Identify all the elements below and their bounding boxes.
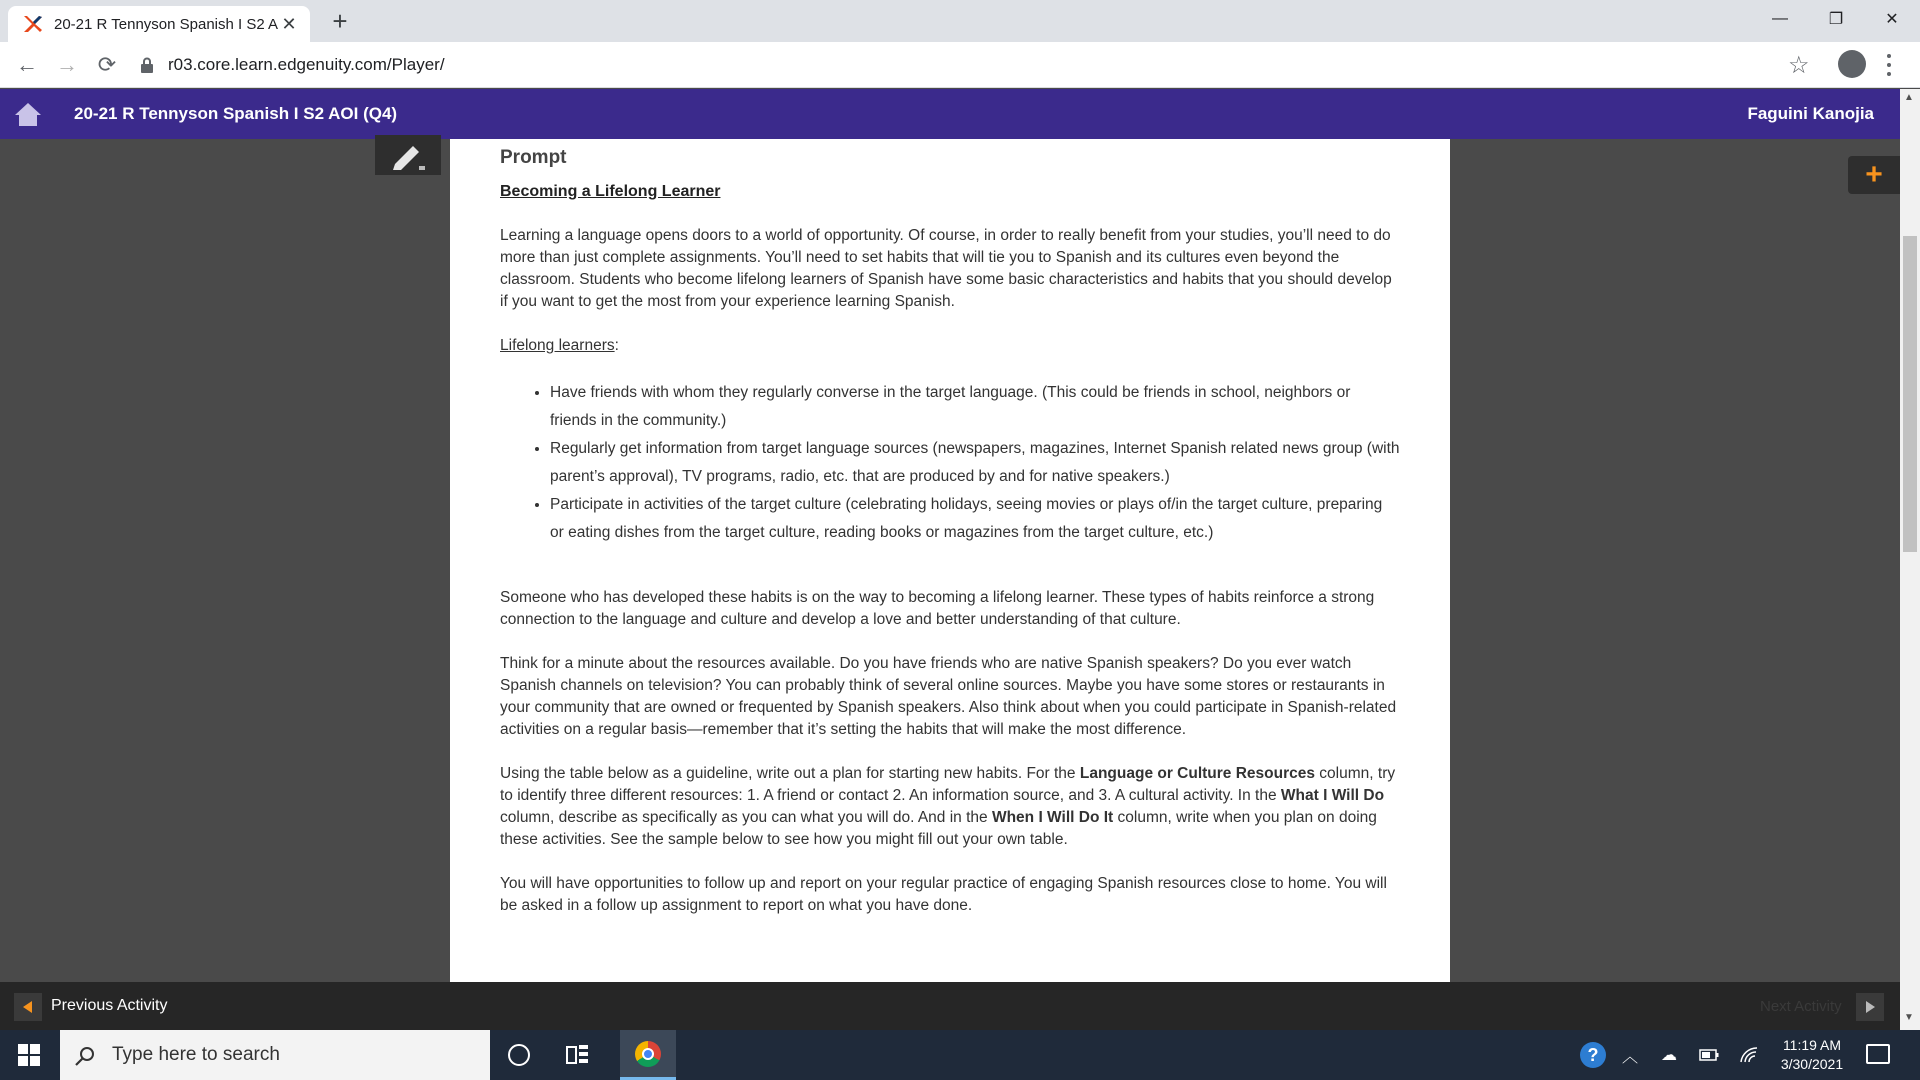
window-controls xyxy=(1752,0,1920,38)
plan-bold-when: When I Will Do It xyxy=(991,809,1114,826)
list-item: • Participate in activities of the target culture (celebrating holidays, seeing movies or plays of/in the target culture, preparing or eating dishes from the target culture, reading books or magazines from the target culture, etc.) xyxy=(550,491,1400,547)
prompt-heading: Prompt xyxy=(500,147,567,168)
notification-center-icon[interactable] xyxy=(1866,1044,1890,1064)
new-tab-plus-icon[interactable]: + xyxy=(332,6,348,36)
plan-bold-what: What I Will Do xyxy=(1280,787,1385,804)
browser-toolbar xyxy=(0,42,1920,88)
plan-text-4: column, write when you plan on doing these activities. See the sample below to see how you might fill out your own table. xyxy=(500,809,1377,848)
app-header xyxy=(0,89,1900,139)
plan-paragraph xyxy=(500,763,1400,851)
next-activity-arrow-icon[interactable] xyxy=(1856,993,1884,1021)
browser-menu-icon[interactable] xyxy=(1884,52,1894,78)
browser-tab[interactable] xyxy=(8,6,310,42)
page-scrollbar-track[interactable] xyxy=(1900,89,1920,1030)
edgenuity-favicon-icon xyxy=(22,13,44,35)
windows-taskbar xyxy=(0,1030,1920,1080)
reload-icon[interactable]: ⟳ xyxy=(97,52,117,77)
plan-text-1: Using the table below as a guideline, write out a plan for starting new habits. For the xyxy=(500,765,1080,782)
task-view-icon[interactable] xyxy=(566,1044,590,1066)
wifi-icon[interactable] xyxy=(1734,1030,1764,1080)
habits-paragraph: Someone who has developed these habits is on the way to becoming a lifelong learner. These types of habits reinforce a strong connection to the language and culture and develop a love and better understanding of that culture. xyxy=(500,589,1375,628)
browser-tab-strip xyxy=(0,0,1920,42)
cortana-icon[interactable] xyxy=(508,1044,530,1066)
chrome-icon xyxy=(635,1041,661,1067)
previous-activity-arrow-icon[interactable] xyxy=(14,993,42,1021)
activity-navigation-bar xyxy=(0,982,1900,1030)
clock-time: 11:19 AM xyxy=(1782,1037,1842,1053)
list-item: • Regularly get information from target language sources (newspapers, magazines, Internet Spanish related news group (with parent’s approval), TV programs, radio, etc. that are produced by and for native speakers.) xyxy=(550,435,1400,491)
windows-start-icon[interactable] xyxy=(18,1044,40,1066)
lifelong-learners-text: Lifelong learners xyxy=(500,337,615,354)
scroll-down-arrow-icon[interactable]: ▼ xyxy=(1904,1012,1914,1023)
followup-paragraph: You will have opportunities to follow up and report on your regular practice of engaging Spanish resources close to home. You will be asked in a follow up assignment to report on what you have done. xyxy=(500,875,1387,914)
page-scrollbar-thumb[interactable] xyxy=(1903,236,1917,552)
list-item: • Have friends with whom they regularly converse in the target language. (This could be friends in school, neighbors or friends in the community.) xyxy=(550,379,1400,435)
clock-date: 3/30/2021 xyxy=(1780,1056,1844,1072)
home-icon[interactable] xyxy=(14,101,42,127)
next-activity-button[interactable]: Next Activity xyxy=(1760,998,1842,1015)
battery-icon[interactable] xyxy=(1694,1030,1724,1080)
intro-paragraph: Learning a language opens doors to a world of opportunity. Of course, in order to really benefit from your studies, you’ll need to do more than just complete assignments. You’ll need to set habits that will tie you to Spanish and its cultures even beyond the classroom. Students who become lifelong learners of Spanish have some basic characteristics and habits that you should develop if you want to get the most from your experience learning Spanish. xyxy=(500,227,1392,310)
pencil-tool-button[interactable] xyxy=(375,135,441,175)
profile-avatar-icon[interactable] xyxy=(1838,50,1866,78)
course-title: 20-21 R Tennyson Spanish I S2 AOI (Q4) xyxy=(74,104,398,123)
search-icon xyxy=(74,1045,94,1065)
address-bar[interactable] xyxy=(140,48,1800,82)
habits-list xyxy=(550,379,1400,547)
plan-text-2: column, try to identify three different resources: 1. A friend or contact 2. An information source, and 3. A cultural activity. In the xyxy=(500,765,1396,804)
lifelong-learners-label: Lifelong learners: xyxy=(500,337,619,354)
onedrive-cloud-icon[interactable]: ☁ xyxy=(1661,1047,1677,1064)
plan-bold-resources: Language or Culture Resources xyxy=(1079,765,1315,782)
scroll-up-arrow-icon[interactable]: ▲ xyxy=(1904,92,1914,103)
user-name[interactable]: Faguini Kanojia xyxy=(1747,104,1874,123)
tab-close-icon[interactable]: ✕ xyxy=(281,13,297,34)
plan-text-3: column, describe as specifically as you can what you will do. And in the xyxy=(500,809,992,826)
prompt-subtitle: Becoming a Lifelong Learner xyxy=(500,183,721,200)
previous-activity-button[interactable]: Previous Activity xyxy=(51,997,168,1014)
resources-paragraph: Think for a minute about the resources available. Do you have friends who are native Spanish speakers? Do you ever watch Spanish channels on television? You can probably think of several online sources. Maybe you have some stores or restaurants in your community that are owned or frequented by Spanish speakers. Also think about when you could participate in Spanish-related activities on a regular basis—remember that it’s setting the habits that will make the most difference. xyxy=(500,655,1397,738)
taskbar-search-box[interactable] xyxy=(60,1030,490,1080)
chrome-taskbar-button[interactable] xyxy=(620,1030,676,1080)
search-placeholder: Type here to search xyxy=(112,1044,280,1065)
url-text: r03.core.learn.edgenuity.com/Player/ xyxy=(168,55,445,74)
restore-icon[interactable]: ❐ xyxy=(1828,11,1844,28)
forward-arrow-icon[interactable]: → xyxy=(56,52,78,77)
prompt-content-panel xyxy=(450,139,1450,982)
help-question-icon: ? xyxy=(1580,1042,1606,1068)
plus-tool-button[interactable]: + xyxy=(1848,156,1900,194)
back-arrow-icon[interactable]: ← xyxy=(16,52,38,77)
bookmark-star-icon[interactable]: ☆ xyxy=(1788,52,1810,79)
close-window-icon[interactable]: ✕ xyxy=(1885,11,1899,28)
show-hidden-icons-chevron-icon[interactable]: ︿ xyxy=(1621,1048,1638,1066)
lock-icon xyxy=(140,57,154,73)
taskbar-clock[interactable] xyxy=(1764,1036,1860,1074)
help-tray-button[interactable] xyxy=(1576,1030,1610,1080)
minimize-icon[interactable]: — xyxy=(1772,10,1788,27)
tab-title: 20-21 R Tennyson Spanish I S2 A xyxy=(54,15,278,33)
pencil-icon xyxy=(391,140,425,170)
